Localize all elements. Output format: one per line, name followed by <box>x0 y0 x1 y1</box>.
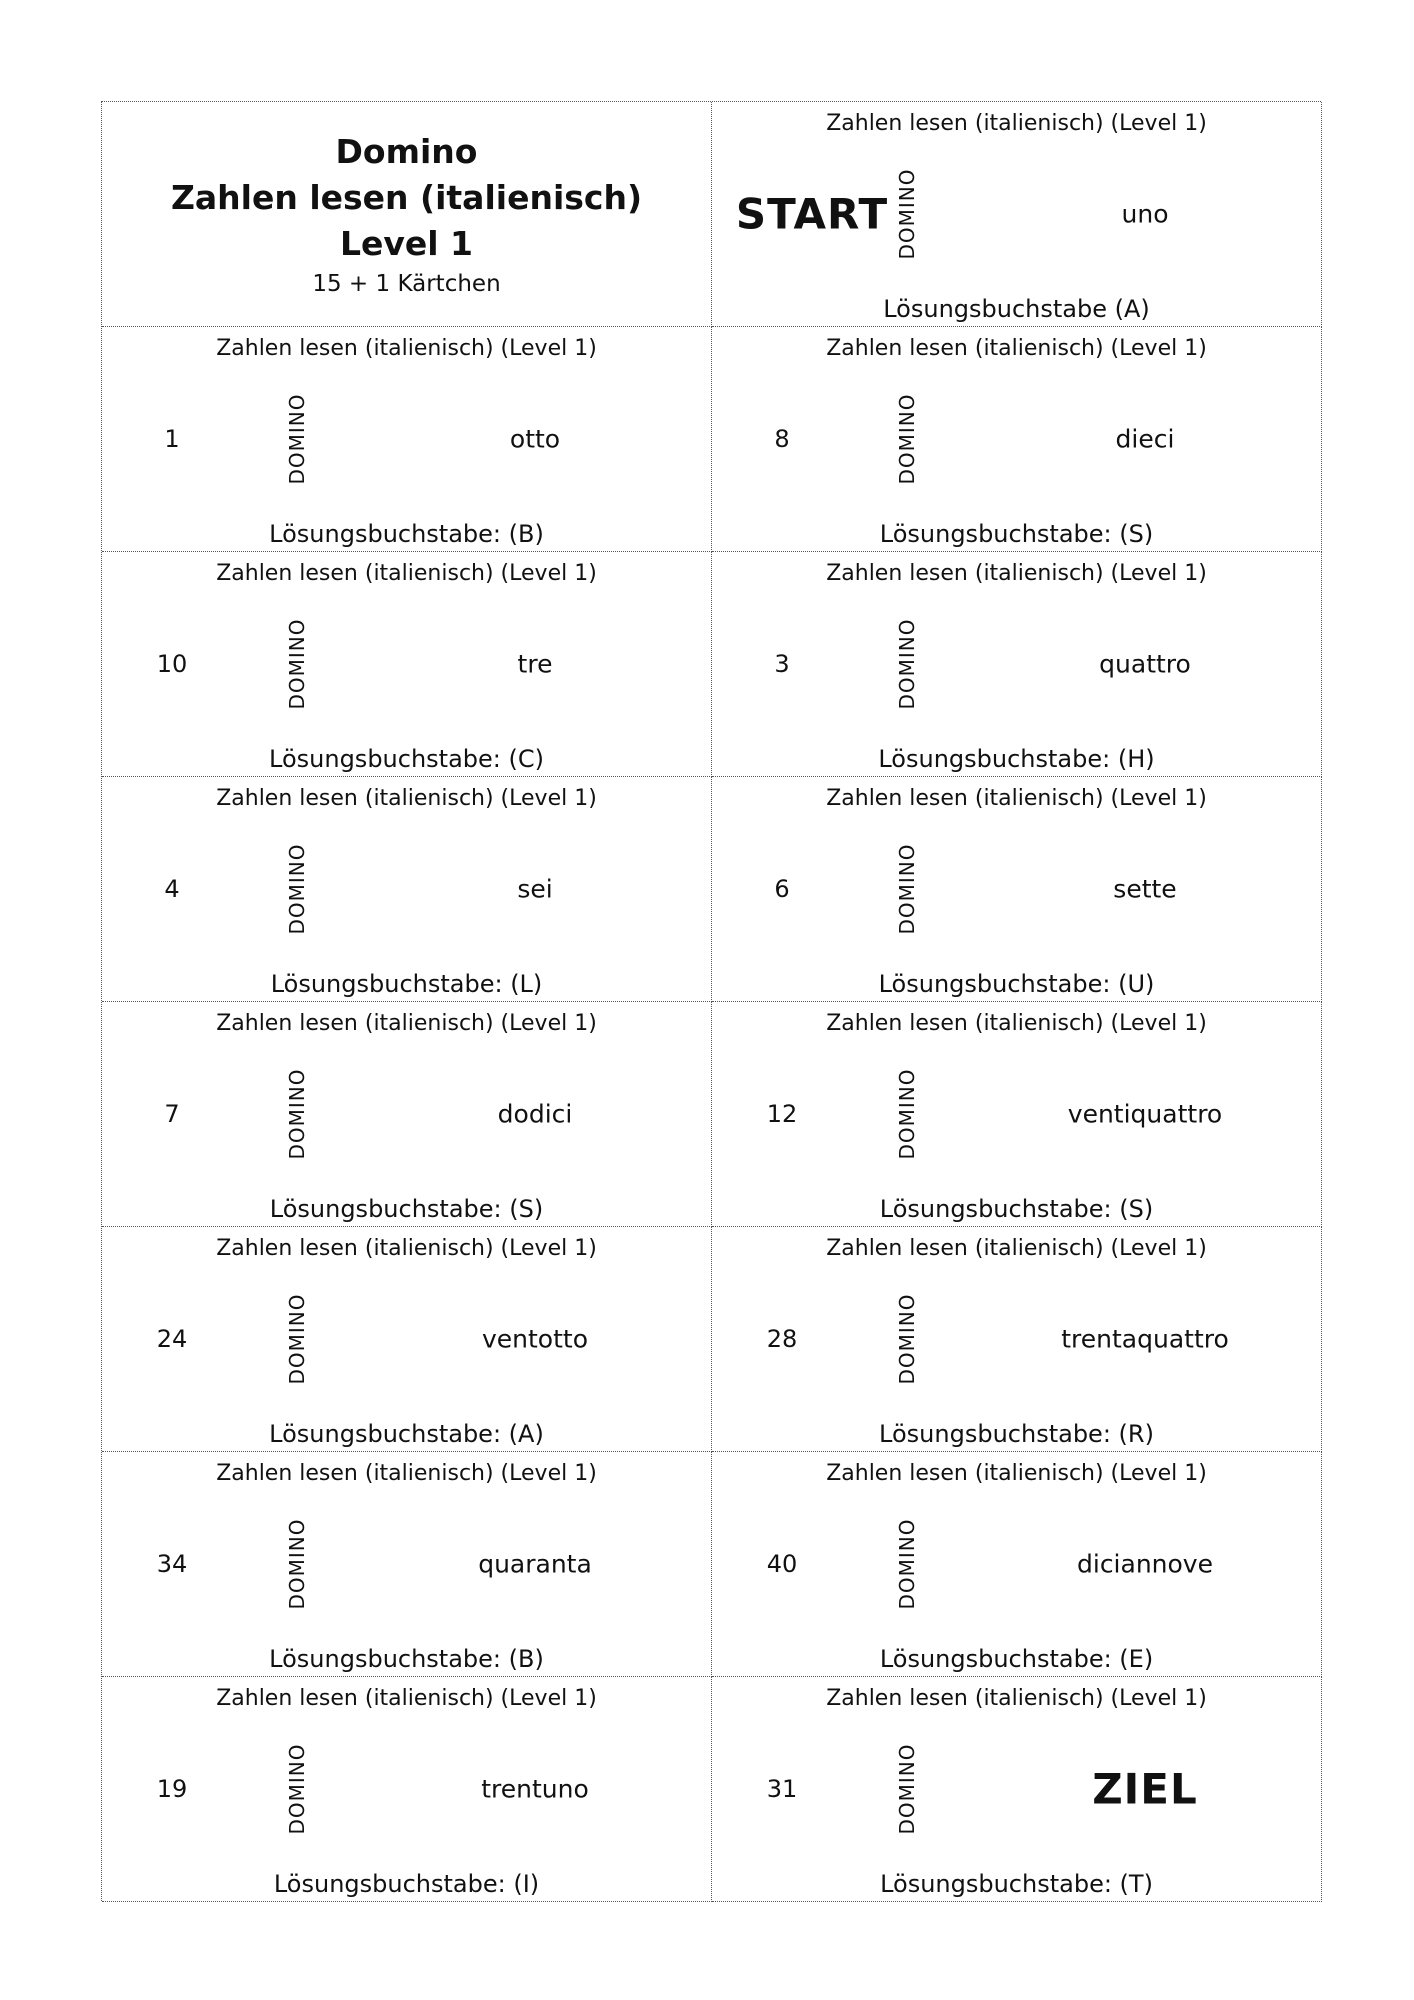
domino-label: DOMINO <box>895 1518 919 1610</box>
card-number: 31 <box>766 1775 798 1803</box>
title-line-3: Level 1 <box>339 224 474 263</box>
domino-card-sheet <box>101 101 1321 1901</box>
solution-letter: Lösungsbuchstabe (A) <box>883 295 1150 323</box>
card-header: Zahlen lesen (italienisch) (Level 1) <box>826 1461 1207 1486</box>
solution-letter: Lösungsbuchstabe: (U) <box>878 970 1155 998</box>
card-number: 7 <box>164 1100 180 1128</box>
solution-letter: Lösungsbuchstabe: (S) <box>269 1195 544 1223</box>
card-number: 19 <box>156 1775 188 1803</box>
card-word: quattro <box>1099 649 1191 679</box>
solution-letter: Lösungsbuchstabe: (I) <box>273 1870 540 1898</box>
domino-card <box>712 1452 1322 1677</box>
card-header: Zahlen lesen (italienisch) (Level 1) <box>826 1011 1207 1036</box>
domino-label: DOMINO <box>285 1743 309 1835</box>
card-word: trentaquattro <box>1061 1324 1229 1354</box>
card-number: 12 <box>766 1100 798 1128</box>
start-label: START <box>735 189 889 239</box>
card-word: otto <box>509 424 561 454</box>
card-word: sette <box>1113 874 1177 904</box>
domino-card <box>102 1452 712 1677</box>
title-card <box>102 102 712 327</box>
domino-card <box>102 1002 712 1227</box>
card-number: 28 <box>766 1325 798 1353</box>
card-header: Zahlen lesen (italienisch) (Level 1) <box>216 786 597 811</box>
domino-label: DOMINO <box>895 168 919 260</box>
solution-letter: Lösungsbuchstabe: (C) <box>269 745 544 773</box>
card-header: Zahlen lesen (italienisch) (Level 1) <box>826 786 1207 811</box>
solution-letter: Lösungsbuchstabe: (A) <box>269 1420 544 1448</box>
card-header: Zahlen lesen (italienisch) (Level 1) <box>216 561 597 586</box>
ziel-label: ZIEL <box>1092 1764 1198 1814</box>
card-header: Zahlen lesen (italienisch) (Level 1) <box>216 1461 597 1486</box>
domino-label: DOMINO <box>895 1743 919 1835</box>
card-number: 8 <box>774 425 790 453</box>
card-header: Zahlen lesen (italienisch) (Level 1) <box>826 1686 1207 1711</box>
solution-letter: Lösungsbuchstabe: (B) <box>269 1645 544 1673</box>
card-header: Zahlen lesen (italienisch) (Level 1) <box>826 561 1207 586</box>
domino-label: DOMINO <box>895 1293 919 1385</box>
domino-card <box>712 552 1322 777</box>
card-word: sei <box>517 874 553 904</box>
card-count: 15 + 1 Kärtchen <box>312 271 501 297</box>
card-word: trentuno <box>481 1774 589 1804</box>
card-header: Zahlen lesen (italienisch) (Level 1) <box>216 1011 597 1036</box>
domino-label: DOMINO <box>895 1068 919 1160</box>
card-word: dodici <box>497 1099 573 1129</box>
solution-letter: Lösungsbuchstabe: (S) <box>879 1195 1154 1223</box>
title-line-1: Domino <box>335 132 478 171</box>
card-word: dieci <box>1115 424 1175 454</box>
card-word: uno <box>1121 199 1169 229</box>
solution-letter: Lösungsbuchstabe: (L) <box>270 970 543 998</box>
domino-card-end <box>712 1677 1322 1902</box>
domino-card <box>102 327 712 552</box>
domino-label: DOMINO <box>285 393 309 485</box>
domino-label: DOMINO <box>285 843 309 935</box>
card-word: quaranta <box>478 1549 592 1579</box>
domino-label: DOMINO <box>895 843 919 935</box>
card-header: Zahlen lesen (italienisch) (Level 1) <box>826 336 1207 361</box>
solution-letter: Lösungsbuchstabe: (B) <box>269 520 544 548</box>
title-line-2: Zahlen lesen (italienisch) <box>170 178 643 217</box>
domino-card <box>102 1227 712 1452</box>
domino-card <box>712 327 1322 552</box>
card-number: 6 <box>774 875 790 903</box>
card-word: tre <box>517 649 553 679</box>
domino-label: DOMINO <box>285 1068 309 1160</box>
card-word: ventotto <box>481 1324 589 1354</box>
solution-letter: Lösungsbuchstabe: (T) <box>880 1870 1153 1898</box>
domino-card <box>712 1002 1322 1227</box>
domino-label: DOMINO <box>285 1293 309 1385</box>
card-number: 1 <box>164 425 180 453</box>
card-word: diciannove <box>1077 1549 1213 1579</box>
card-header: Zahlen lesen (italienisch) (Level 1) <box>826 111 1207 136</box>
domino-card <box>712 1227 1322 1452</box>
card-word: ventiquattro <box>1067 1099 1223 1129</box>
domino-card <box>102 552 712 777</box>
card-number: 10 <box>156 650 188 678</box>
solution-letter: Lösungsbuchstabe: (S) <box>879 520 1154 548</box>
solution-letter: Lösungsbuchstabe: (E) <box>879 1645 1154 1673</box>
domino-card <box>102 777 712 1002</box>
card-number: 24 <box>156 1325 188 1353</box>
domino-card <box>712 777 1322 1002</box>
domino-card-start <box>712 102 1322 327</box>
card-number: 3 <box>774 650 790 678</box>
card-number: 40 <box>766 1550 798 1578</box>
domino-label: DOMINO <box>895 393 919 485</box>
domino-label: DOMINO <box>895 618 919 710</box>
card-header: Zahlen lesen (italienisch) (Level 1) <box>216 336 597 361</box>
domino-label: DOMINO <box>285 618 309 710</box>
card-header: Zahlen lesen (italienisch) (Level 1) <box>216 1686 597 1711</box>
card-number: 34 <box>156 1550 188 1578</box>
card-header: Zahlen lesen (italienisch) (Level 1) <box>216 1236 597 1261</box>
card-number: 4 <box>164 875 180 903</box>
solution-letter: Lösungsbuchstabe: (H) <box>878 745 1155 773</box>
domino-card <box>102 1677 712 1902</box>
domino-label: DOMINO <box>285 1518 309 1610</box>
solution-letter: Lösungsbuchstabe: (R) <box>879 1420 1154 1448</box>
card-header: Zahlen lesen (italienisch) (Level 1) <box>826 1236 1207 1261</box>
